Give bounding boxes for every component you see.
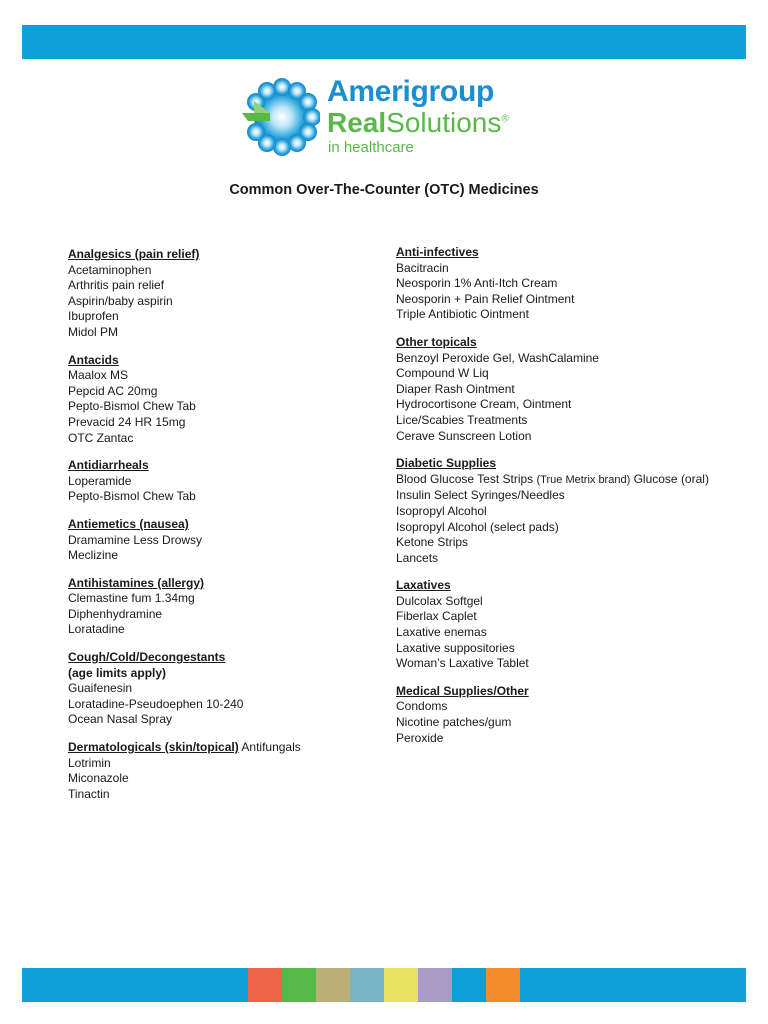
glucose-brand-text: (True Metrix brand) (536, 473, 631, 486)
section-heading: Analgesics (pain relief) (68, 247, 200, 261)
glucose-oral-text: Glucose (oral) (630, 471, 709, 486)
sunburst-logo-icon (240, 77, 320, 157)
list-item: Triple Antibiotic Ointment (396, 307, 529, 322)
section-cough-cold (68, 650, 368, 728)
list-item: Dramamine Less Drowsy (68, 532, 203, 547)
list-item: Midol PM (68, 324, 119, 339)
section-antiemetics (68, 517, 368, 564)
section-heading: Laxatives (396, 578, 451, 593)
section-heading: Antiemetics (nausea) (68, 516, 189, 531)
list-item: Loratadine (68, 622, 125, 637)
list-item: Isopropyl Alcohol (select pads) (396, 519, 559, 534)
list-item: Peroxide (396, 730, 444, 745)
logo-text-solutions: Solutions (386, 107, 502, 138)
color-swatch (486, 968, 520, 1002)
list-item: Neosporin + Pain Relief Ointment (396, 291, 575, 306)
list-item: Lice/Scabies Treatments (396, 412, 528, 427)
section-dermatologicals (68, 740, 368, 802)
registered-mark: ® (501, 113, 509, 125)
section-heading: Anti-infectives (396, 245, 479, 259)
color-swatch (418, 968, 452, 1002)
color-swatch (282, 968, 316, 1002)
list-item: Isopropyl Alcohol (396, 503, 487, 518)
section-laxatives (396, 578, 726, 672)
list-item: Guaifenesin (68, 681, 133, 696)
list-item: Aspirin/baby aspirin (68, 293, 173, 308)
list-item: Hydrocortisone Cream, Ointment (396, 397, 572, 412)
section-heading: Diabetic Supplies (396, 456, 497, 471)
list-item: Woman’s Laxative Tablet (396, 656, 529, 671)
list-item: Ocean Nasal Spray (68, 712, 173, 727)
list-item: Loratadine-Pseudoephen 10-240 (68, 696, 244, 711)
list-item: Maalox MS (68, 368, 129, 383)
list-item: Diphenhydramine (68, 606, 163, 621)
color-swatch (384, 968, 418, 1002)
list-item: Laxative enemas (396, 625, 487, 640)
section-subheading: (age limits apply) (68, 665, 167, 680)
section-antidiarrheals (68, 458, 368, 505)
section-heading: Medical Supplies/Other (396, 683, 529, 698)
list-item: Diaper Rash Ointment (396, 381, 515, 396)
amerigroup-logo (240, 75, 540, 160)
logo-text-realsolutions (327, 107, 509, 139)
list-item: Bacitracin (396, 260, 449, 275)
section-antacids (68, 353, 368, 447)
list-item: Clemastine fum 1.34mg (68, 591, 195, 606)
section-other-topicals (396, 335, 726, 444)
list-item: Loperamide (68, 473, 132, 488)
section-heading: Antacids (68, 352, 119, 367)
list-item: Neosporin 1% Anti-Itch Cream (396, 276, 558, 291)
list-item: Condoms (396, 699, 448, 714)
list-item: Ibuprofen (68, 309, 119, 324)
list-item-glucose (396, 472, 726, 489)
section-medical-supplies (396, 684, 726, 746)
section-heading: Antidiarrheals (68, 458, 149, 473)
section-heading-line (68, 740, 368, 756)
logo-text-amerigroup: Amerigroup (327, 75, 495, 108)
section-heading: Cough/Cold/Decongestants (68, 650, 226, 665)
logo-text-real: Real (327, 107, 387, 138)
color-swatch (452, 968, 486, 1002)
section-heading: Other topicals (396, 334, 477, 349)
list-item: Meclizine (68, 548, 119, 563)
section-heading: Antihistamines (allergy) (68, 575, 205, 590)
list-item: Compound W Liq (396, 366, 489, 381)
color-swatch (350, 968, 384, 1002)
list-item: Dulcolax Softgel (396, 593, 483, 608)
page-title: Common Over-The-Counter (OTC) Medicines (229, 182, 539, 198)
section-antihistamines (68, 576, 368, 638)
list-item: Pepto-Bismol Chew Tab (68, 399, 196, 414)
logo-text-tagline: in healthcare (328, 139, 414, 156)
list-item: Prevacid 24 HR 15mg (68, 414, 186, 429)
glucose-strips-text: Blood Glucose Test Strips (396, 471, 537, 486)
section-anti-infectives (396, 245, 726, 323)
list-item: Acetaminophen (68, 262, 152, 277)
color-swatch (316, 968, 350, 1002)
left-column (68, 247, 368, 814)
top-color-bar (22, 25, 746, 59)
list-item: Pepto-Bismol Chew Tab (68, 489, 196, 504)
list-item: Fiberlax Caplet (396, 609, 477, 624)
list-item: Laxative suppositories (396, 640, 515, 655)
list-item: Lancets (396, 550, 439, 565)
section-heading: Dermatologicals (skin/topical) (68, 740, 239, 755)
list-item: Cerave Sunscreen Lotion (396, 428, 532, 443)
list-item: Benzoyl Peroxide Gel, WashCalamine (396, 350, 599, 365)
list-item: Pepcid AC 20mg (68, 383, 158, 398)
list-item: Arthritis pain relief (68, 278, 165, 293)
list-item: Lotrimin (68, 755, 111, 770)
list-item: Ketone Strips (396, 535, 469, 550)
list-item: Insulin Select Syringes/Needles (396, 488, 565, 503)
section-diabetic-supplies (396, 456, 726, 566)
section-analgesics (68, 247, 368, 341)
right-column (396, 245, 726, 758)
list-item: OTC Zantac (68, 430, 134, 445)
list-item: Miconazole (68, 771, 129, 786)
list-item: Nicotine patches/gum (396, 715, 512, 730)
section-heading-tail: Antifungals (238, 740, 301, 755)
list-item: Tinactin (68, 786, 110, 801)
color-swatch (248, 968, 282, 1002)
